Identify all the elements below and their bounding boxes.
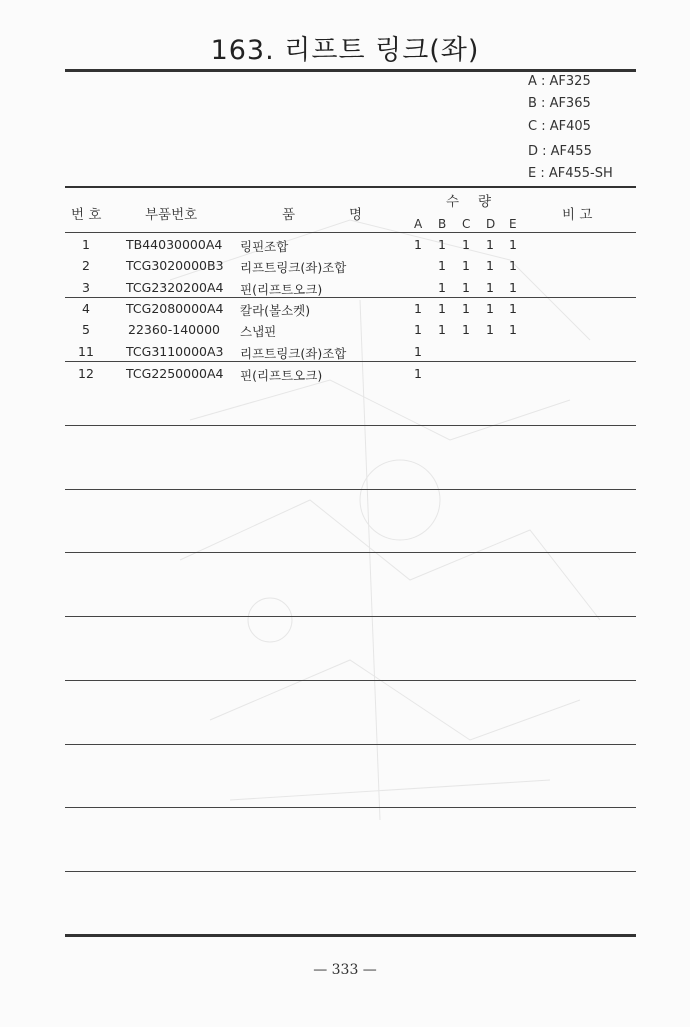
title-rule: [65, 69, 636, 72]
qty-col-b: B: [438, 217, 447, 231]
row-no: 4: [82, 301, 90, 316]
row-qty-b: 1: [438, 322, 446, 337]
row-no: 3: [82, 280, 90, 295]
group-rule: [65, 361, 636, 362]
row-part-number: TCG2250000A4: [126, 366, 224, 381]
blank-line-rule: [65, 425, 636, 426]
blank-line-rule: [65, 680, 636, 681]
col-qty-1: 수: [446, 194, 460, 210]
row-no: 11: [78, 344, 94, 359]
row-qty-b: 1: [438, 237, 446, 252]
model-c: C : AF405: [528, 119, 591, 134]
qty-col-c: C: [462, 217, 471, 231]
row-part-name: 리프트링크(좌)조합: [240, 260, 347, 275]
row-qty-e: 1: [509, 237, 517, 252]
row-qty-d: 1: [486, 322, 494, 337]
row-part-number: 22360-140000: [128, 322, 220, 337]
row-qty-d: 1: [486, 237, 494, 252]
blank-line-rule: [65, 552, 636, 553]
row-part-name: 핀(리프트오크): [240, 282, 323, 297]
page-title: 163. 리프트 링크(좌): [210, 35, 480, 66]
row-part-name: 핀(리프트오크): [240, 368, 323, 383]
row-part-name: 링핀조합: [240, 239, 289, 254]
row-qty-c: 1: [462, 280, 470, 295]
qty-col-d: D: [486, 217, 496, 231]
col-name-2: 명: [349, 207, 363, 223]
blank-line-rule: [65, 616, 636, 617]
page-number: — 333 —: [313, 962, 377, 978]
row-qty-e: 1: [509, 258, 517, 273]
row-no: 2: [82, 258, 90, 273]
model-d: D : AF455: [528, 144, 592, 159]
row-qty-d: 1: [486, 301, 494, 316]
row-part-number: TCG3020000B3: [126, 258, 224, 273]
row-part-number: TB44030000A4: [126, 237, 223, 252]
row-qty-b: 1: [438, 280, 446, 295]
qty-col-a: A: [414, 217, 423, 231]
group-rule: [65, 297, 636, 298]
row-part-name: 칼라(볼소켓): [240, 303, 311, 318]
blank-line-rule: [65, 489, 636, 490]
model-e: E : AF455-SH: [528, 166, 613, 181]
col-name-1: 품: [282, 207, 296, 223]
row-qty-c: 1: [462, 322, 470, 337]
row-qty-e: 1: [509, 280, 517, 295]
row-qty-a: 1: [414, 237, 422, 252]
row-part-number: TCG2320200A4: [126, 280, 224, 295]
blank-line-rule: [65, 744, 636, 745]
row-qty-c: 1: [462, 301, 470, 316]
blank-line-rule: [65, 871, 636, 872]
model-a: A : AF325: [528, 74, 591, 89]
table-top-rule: [65, 186, 636, 188]
row-no: 5: [82, 322, 90, 337]
model-b: B : AF365: [528, 96, 591, 111]
row-qty-e: 1: [509, 322, 517, 337]
row-qty-e: 1: [509, 301, 517, 316]
header-rule: [65, 232, 636, 233]
bottom-rule: [65, 934, 636, 937]
row-part-number: TCG2080000A4: [126, 301, 224, 316]
row-qty-b: 1: [438, 258, 446, 273]
blank-line-rule: [65, 807, 636, 808]
row-qty-c: 1: [462, 237, 470, 252]
row-qty-a: 1: [414, 301, 422, 316]
col-part-no: 부품번호: [145, 207, 198, 223]
col-qty-2: 량: [478, 194, 492, 210]
row-qty-a: 1: [414, 344, 422, 359]
row-no: 12: [78, 366, 94, 381]
row-no: 1: [82, 237, 90, 252]
row-qty-a: 1: [414, 322, 422, 337]
qty-col-e: E: [509, 217, 517, 231]
col-no: 번 호: [71, 207, 102, 223]
row-part-name: 리프트링크(좌)조합: [240, 346, 347, 361]
col-remarks: 비 고: [562, 207, 593, 223]
row-qty-c: 1: [462, 258, 470, 273]
row-part-name: 스냅핀: [240, 324, 277, 339]
row-part-number: TCG3110000A3: [126, 344, 224, 359]
row-qty-d: 1: [486, 258, 494, 273]
row-qty-a: 1: [414, 366, 422, 381]
row-qty-d: 1: [486, 280, 494, 295]
row-qty-b: 1: [438, 301, 446, 316]
